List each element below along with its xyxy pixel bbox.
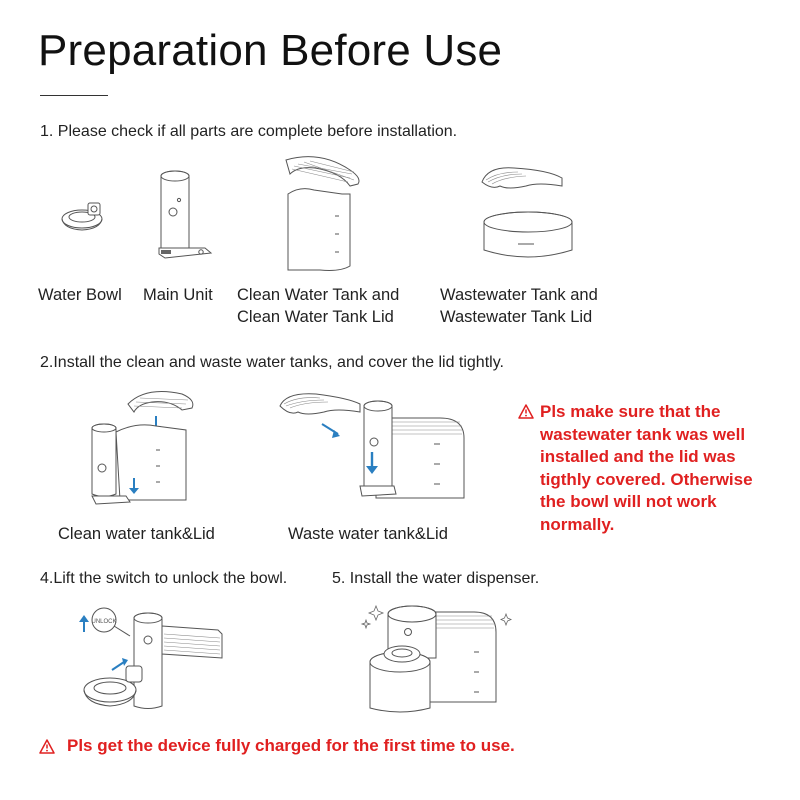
unlock-illustration (78, 606, 228, 718)
main-unit-illustration (155, 168, 215, 263)
title-underline (40, 95, 108, 96)
page-title: Preparation Before Use (38, 26, 503, 75)
sparkle-icon (369, 606, 383, 620)
label-clean-tank-1: Clean Water Tank and (237, 286, 400, 304)
arrow-up-icon (79, 615, 89, 622)
step-1-text: 1. Please check if all parts are complete before installation. (40, 123, 458, 140)
clean-install-illustration (86, 384, 206, 514)
water-bowl-illustration (60, 195, 110, 240)
tank-warning-line: Pls make sure that the (540, 402, 721, 421)
label-clean-install: Clean water tank&Lid (58, 525, 215, 543)
label-waste-install: Waste water tank&Lid (288, 525, 448, 543)
label-waste-tank-2: Wastewater Tank Lid (440, 308, 593, 326)
warning-icon (518, 404, 534, 419)
warning-icon (39, 739, 55, 754)
tank-warning-line: installed and the lid was (540, 447, 736, 467)
waste-tank-illustration (478, 160, 578, 265)
step-4-text: 4.Lift the switch to unlock the bowl. (40, 570, 288, 587)
tank-warning-line: wastewater tank was well (540, 424, 746, 444)
label-water-bowl: Water Bowl (38, 286, 122, 304)
tank-warning-line: normally. (540, 514, 615, 534)
label-main-unit: Main Unit (143, 286, 213, 304)
tank-warning-line: tigthly covered. Otherwise (540, 469, 753, 489)
clean-tank-illustration (280, 152, 370, 277)
step-2-text: 2.Install the clean and waste water tanks, and cover the lid tightly. (40, 354, 504, 371)
waste-install-illustration (276, 388, 472, 503)
label-waste-tank-1: Wastewater Tank and (440, 286, 598, 304)
label-clean-tank-2: Clean Water Tank Lid (237, 308, 394, 326)
tank-warning (540, 401, 753, 537)
tank-warning-line: the bowl will not work (540, 492, 717, 512)
unlock-label: UNLOCK (91, 619, 117, 625)
charge-warning: Pls get the device fully charged for the first time to use. (67, 736, 515, 755)
dispenser-illustration (356, 598, 526, 718)
step-5-text: 5. Install the water dispenser. (332, 570, 540, 587)
